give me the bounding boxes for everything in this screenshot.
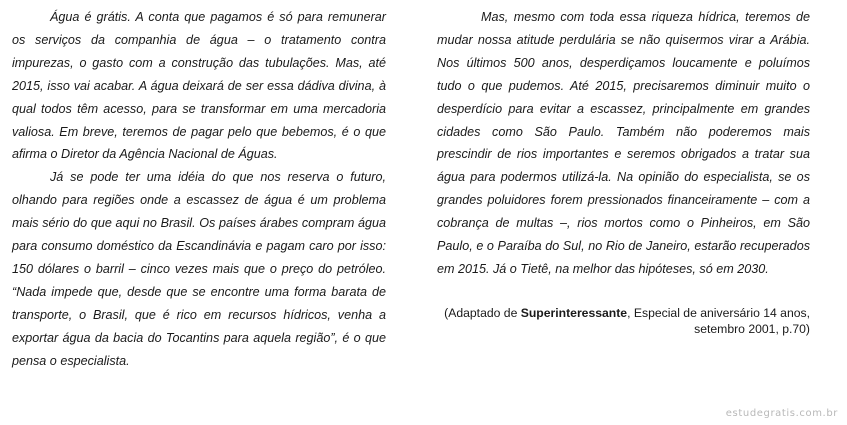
left-column [12,6,386,373]
site-watermark: estudegratis.com.br [725,408,838,419]
paragraph-2: Já se pode ter uma idéia do que nos reserva o futuro, olhando para regiões onde a escassez de água é um problema mais sério do que aqui no Brasil. Os países árabes compram água para consumo doméstico da Escandinávia e pagam caro por isso: 150 dólares o barril – cinco vezes mais que o preço do petróleo. “Nada impede que, desde que se encontre uma forma barata de transporte, o Brasil, que é rico em recursos hídricos, venha a exportar água da bacia do Tocantins para aquela região”, é o que pensa o especialista. [12,170,386,368]
source-suffix: , Especial de aniversário 14 anos, setembro 2001, p.70) [627,306,810,336]
source-publication: Superinteressante [520,306,628,320]
right-column [437,6,810,281]
paragraph-1: Água é grátis. A conta que pagamos é só para remunerar os serviços da companhia de água – o tratamento contra impurezas, o gasto com a construção das tubulações. Mas, até 2015, isso vai acabar. A água deixará de ser essa dádiva divina, à qual todos têm acesso, para se transformar em uma mercadoria valiosa. Em breve, teremos de pagar pelo que bebemos, é o que afirma o Diretor da Agência Nacional de Águas. [12,10,386,162]
paragraph-3: Mas, mesmo com toda essa riqueza hídrica, teremos de mudar nossa atitude perdulária se não quisermos virar a Arábia. Nos últimos 500 anos, desperdiçamos loucamente e poluímos tudo o que pudemos. Até 2015, precisaremos diminuir muito o desperdício para evitar a escassez, principalmente em grandes cidades como São Paulo. Também não poderemos mais prescindir de rios importantes e seremos obrigados a tratar sua água para podermos utilizá-la. Na opinião do especialista, se os grandes poluidores forem pressionados financeiramente – com a cobrança de multas –, rios mortos como o Pinheiros, em São Paulo, e o Paraíba do Sul, no Rio de Janeiro, estarão recuperados em 2015. Já o Tietê, na melhor das hipóteses, só em 2030. [437,10,810,276]
source-citation [437,305,810,337]
source-prefix: (Adaptado de [444,306,521,320]
